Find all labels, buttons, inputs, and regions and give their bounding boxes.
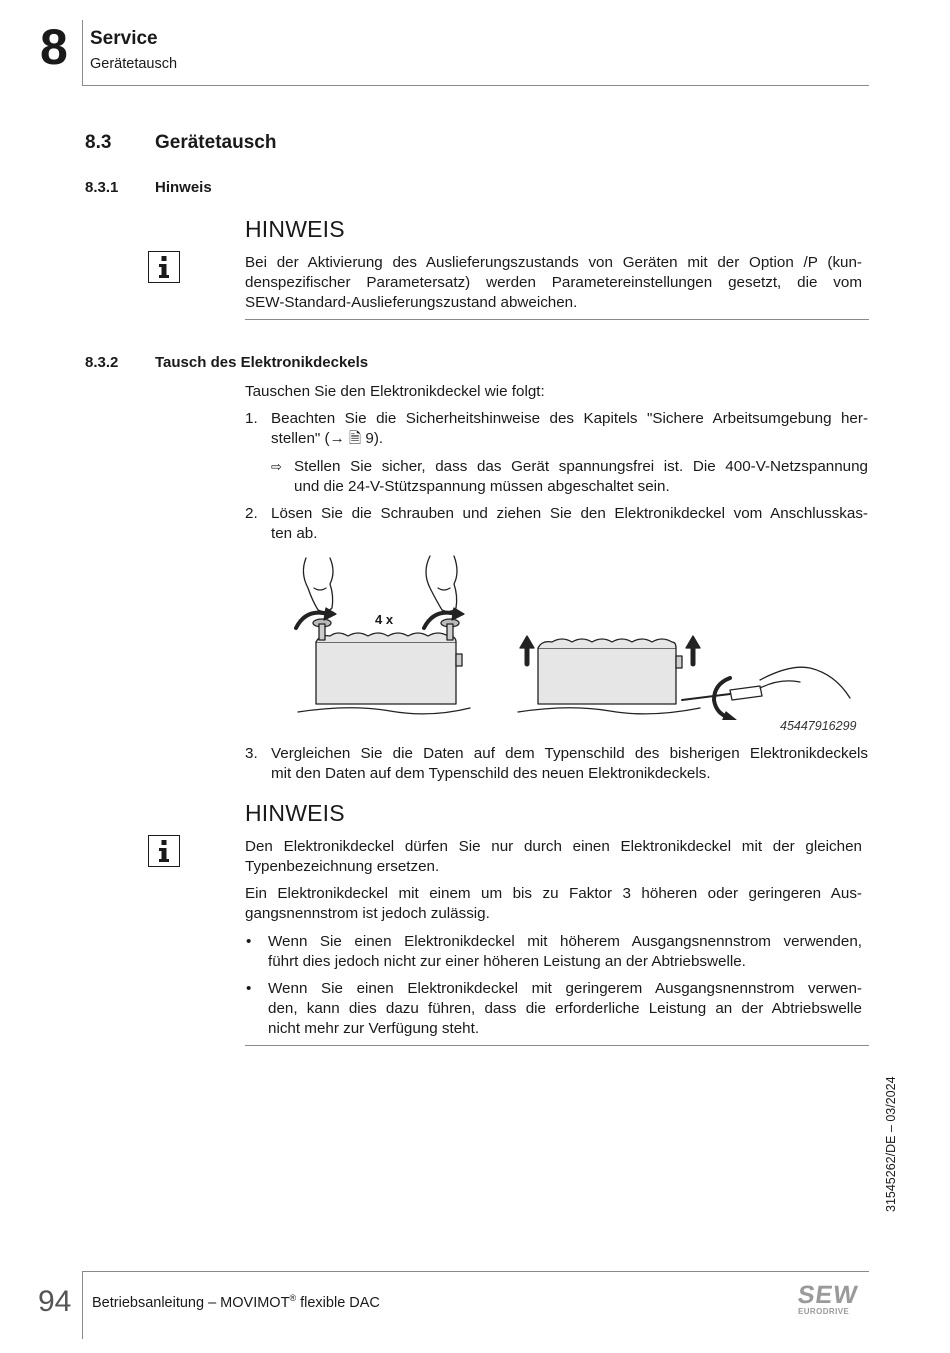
bullet-icon: • — [246, 933, 252, 950]
bullet-line: den, kann dies dazu führen, dass die erforderliche Leistung an der Abtriebswelle — [268, 1000, 862, 1017]
logo-subtext: EURODRIVE — [798, 1307, 850, 1316]
notice-line: SEW-Standard-Auslieferungszustand abweichen. — [245, 294, 578, 311]
chapter-number: 8 — [40, 19, 68, 75]
notice-divider — [245, 1045, 869, 1046]
substep-line: Stellen Sie sicher, dass das Gerät spannungsfrei ist. Die 400-V-Netzspannung — [294, 458, 868, 475]
footer-title-suffix: flexible DAC — [296, 1294, 380, 1311]
step-text — [271, 409, 868, 449]
page-number: 94 — [38, 1285, 72, 1318]
subsection-number: 8.3.2 — [85, 354, 119, 371]
subsection-title: Hinweis — [155, 179, 212, 196]
sew-eurodrive-logo — [796, 1281, 860, 1316]
notice-divider — [245, 319, 869, 320]
notice-line: denspezifischer Parametersatz) werden Parametereinstellungen gesetzt, die vom — [245, 274, 862, 291]
notice-line: Typenbezeichnung ersetzen. — [245, 858, 440, 875]
step-number: 1. — [245, 410, 258, 427]
notice-line: Ein Elektronikdeckel mit einem um bis zu Faktor 3 höheren oder geringeren Aus- — [245, 885, 862, 902]
registered-mark: ® — [289, 1293, 297, 1303]
chapter-subtitle: Gerätetausch — [90, 56, 178, 72]
notice-heading: HINWEIS — [245, 216, 345, 242]
section-title: Gerätetausch — [155, 132, 277, 153]
step-line: ten ab. — [271, 525, 318, 542]
bullet-line: Wenn Sie einen Elektronikdeckel mit geringerem Ausgangsnennstrom verwen- — [268, 980, 862, 997]
step-line: Beachten Sie die Sicherheitshinweise des Kapitels "Sichere Arbeitsumgebung her- — [271, 410, 868, 427]
figure-caption: 45447916299 — [780, 719, 857, 733]
notice-line: Bei der Aktivierung des Auslieferungszustands von Geräten mit der Option /P (kun- — [245, 254, 862, 271]
substep-line: und die 24-V-Stützspannung müssen abgeschaltet sein. — [294, 478, 670, 495]
step-text — [271, 504, 868, 544]
step-line: stellen" (→ 🗎 9). — [271, 430, 384, 447]
document-id: 31545262/DE – 03/2024 — [884, 1076, 898, 1212]
info-icon — [148, 251, 180, 283]
substep-text — [294, 457, 868, 497]
step-line: Vergleichen Sie die Daten auf dem Typenschild des bisherigen Elektronikdeckels — [271, 745, 868, 762]
section-number: 8.3 — [85, 132, 112, 153]
figure-label-4x: 4 x — [375, 612, 394, 627]
step-line: Lösen Sie die Schrauben und ziehen Sie den Elektronikdeckel vom Anschlusskas- — [271, 505, 868, 522]
notice-heading: HINWEIS — [245, 800, 345, 826]
bullet-item — [268, 979, 862, 1039]
notice-line: gangsnennstrom ist jedoch zulässig. — [245, 905, 490, 922]
cover-removal-illustration — [290, 548, 870, 720]
bullet-icon: • — [246, 980, 252, 997]
footer-divider — [82, 1271, 869, 1272]
notice-paragraph — [245, 884, 862, 924]
footer-title — [92, 1293, 380, 1311]
header-vertical-divider — [82, 20, 83, 86]
logo-mark: SEW — [796, 1281, 860, 1309]
bullet-line: nicht mehr zur Verfügung steht. — [268, 1020, 480, 1037]
step-number: 2. — [245, 505, 258, 522]
notice-paragraph — [245, 837, 862, 877]
subsection-title: Tausch des Elektronikdeckels — [155, 354, 369, 371]
notice-text — [245, 253, 862, 313]
subsection-number: 8.3.1 — [85, 179, 119, 196]
bullet-line: führt dies jedoch nicht zur einer höheren Leistung an der Abtriebswelle. — [268, 953, 746, 970]
bullet-line: Wenn Sie einen Elektronikdeckel mit höherem Ausgangsnennstrom verwenden, — [268, 933, 862, 950]
step-number: 3. — [245, 745, 258, 762]
info-icon — [148, 835, 180, 867]
notice-line: Den Elektronikdeckel dürfen Sie nur durch einen Elektronikdeckel mit der gleichen — [245, 838, 862, 855]
result-arrow-icon: ⇨ — [271, 459, 282, 474]
instructions-intro: Tauschen Sie den Elektronikdeckel wie folgt: — [245, 383, 545, 400]
step-text — [271, 744, 868, 784]
footer-title-prefix: Betriebsanleitung – MOVIMOT — [92, 1294, 290, 1311]
chapter-title: Service — [90, 28, 158, 49]
footer-vertical-divider — [82, 1271, 83, 1339]
step-line: mit den Daten auf dem Typenschild des neuen Elektronikdeckels. — [271, 765, 711, 782]
header-divider — [82, 85, 869, 86]
bullet-item — [268, 932, 862, 972]
